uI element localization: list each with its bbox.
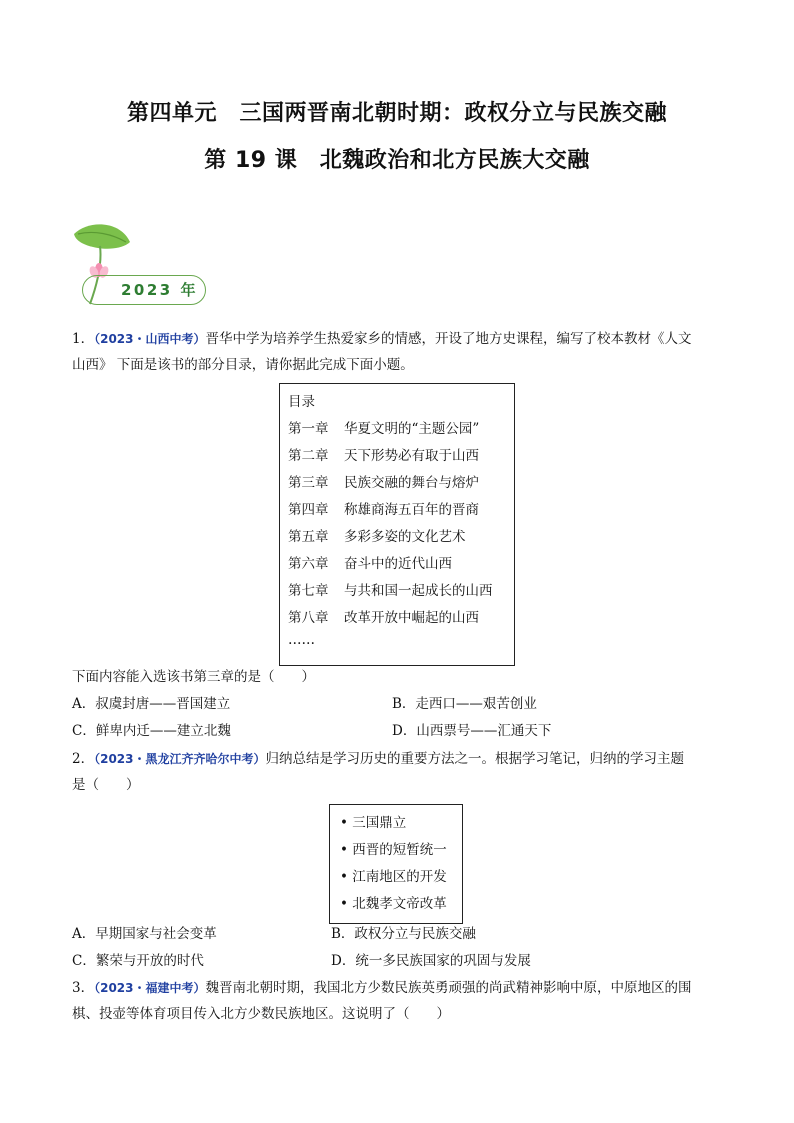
toc-title: 民族交融的舞台与熔炉: [344, 475, 479, 491]
table-of-contents: [279, 383, 515, 666]
toc-chapter: 第三章: [288, 475, 329, 491]
toc-title: 改革开放中崛起的山西: [344, 610, 479, 626]
toc-row: [288, 498, 479, 518]
question-stem-line: 山西》 下面是该书的部分目录，请你据此完成下面小题。: [72, 357, 414, 373]
toc-row: [288, 525, 466, 545]
toc-row: [288, 552, 452, 572]
toc-row: [288, 471, 479, 491]
note-item: • 北魏孝文帝改革: [340, 896, 447, 912]
question-source: （2023・福建中考）: [94, 981, 206, 995]
note-item: • 江南地区的开发: [340, 869, 447, 885]
option-d[interactable]: D．山西票号——汇通天下: [392, 723, 552, 739]
toc-chapter: 第六章: [288, 556, 329, 572]
question-stem-line: 归纳总结是学习历史的重要方法之一。根据学习笔记，归纳的学习主题: [265, 751, 684, 767]
year-pill: [82, 275, 206, 305]
note-item: • 西晋的短暂统一: [340, 842, 447, 858]
unit-title: 第四单元 三国两晋南北朝时期：政权分立与民族交融: [126, 101, 667, 126]
toc-title: 天下形势必有取于山西: [344, 448, 479, 464]
question-stem-line: 棋、投壶等体育项目传入北方少数民族地区。这说明了（ ）: [72, 1006, 450, 1022]
option-c[interactable]: C．繁荣与开放的时代: [72, 953, 204, 969]
option-a[interactable]: A．早期国家与社会变革: [72, 926, 217, 942]
question-stem-line: 是（ ）: [72, 777, 140, 793]
question-stem-line: 魏晋南北朝时期，我国北方少数民族英勇顽强的尚武精神影响中原，中原地区的围: [205, 980, 692, 996]
lesson-title: 第 19 课 北魏政治和北方民族大交融: [204, 148, 590, 173]
toc-title: 华夏文明的“主题公园”: [344, 421, 480, 437]
question-number: 1．: [72, 331, 95, 347]
toc-title: 奋斗中的近代山西: [344, 556, 452, 572]
year-badge: [68, 222, 218, 312]
toc-row: [288, 579, 493, 599]
toc-title: 多彩多姿的文化艺术: [344, 529, 466, 545]
option-d[interactable]: D．统一多民族国家的巩固与发展: [331, 953, 531, 969]
toc-chapter: 第五章: [288, 529, 329, 545]
toc-heading: 目录: [288, 394, 315, 410]
question-number: 3．: [72, 980, 95, 996]
question-stem-line: 晋华中学为培养学生热爱家乡的情感，开设了地方史课程，编写了校本教材《人文: [205, 331, 692, 347]
toc-title: 称雄商海五百年的晋商: [344, 502, 479, 518]
toc-chapter: 第二章: [288, 448, 329, 464]
toc-title: 与共和国一起成长的山西: [344, 583, 493, 599]
question-2-stem: [72, 746, 722, 798]
option-c[interactable]: C．鲜卑内迁——建立北魏: [72, 723, 231, 739]
question-1-prompt: 下面内容能入选该书第三章的是（ ）: [72, 669, 315, 685]
option-a[interactable]: A．叔虞封唐——晋国建立: [72, 696, 231, 712]
question-number: 2．: [72, 751, 95, 767]
toc-chapter: 第七章: [288, 583, 329, 599]
year-label: 2023 年: [121, 281, 198, 299]
toc-row: [288, 606, 479, 626]
question-3-stem: [72, 975, 722, 1027]
question-source: （2023・山西中考）: [94, 332, 206, 346]
toc-chapter: 第一章: [288, 421, 329, 437]
toc-row: [288, 444, 479, 464]
study-notes-box: [329, 804, 463, 924]
toc-row: [288, 417, 479, 437]
option-b[interactable]: B．走西口——艰苦创业: [392, 696, 537, 712]
question-source: （2023・黑龙江齐齐哈尔中考）: [94, 752, 266, 766]
note-item: • 三国鼎立: [340, 815, 407, 831]
question-1-stem: [72, 326, 722, 378]
toc-ellipsis: ……: [288, 632, 315, 648]
toc-chapter: 第八章: [288, 610, 329, 626]
toc-chapter: 第四章: [288, 502, 329, 518]
option-b[interactable]: B．政权分立与民族交融: [331, 926, 476, 942]
